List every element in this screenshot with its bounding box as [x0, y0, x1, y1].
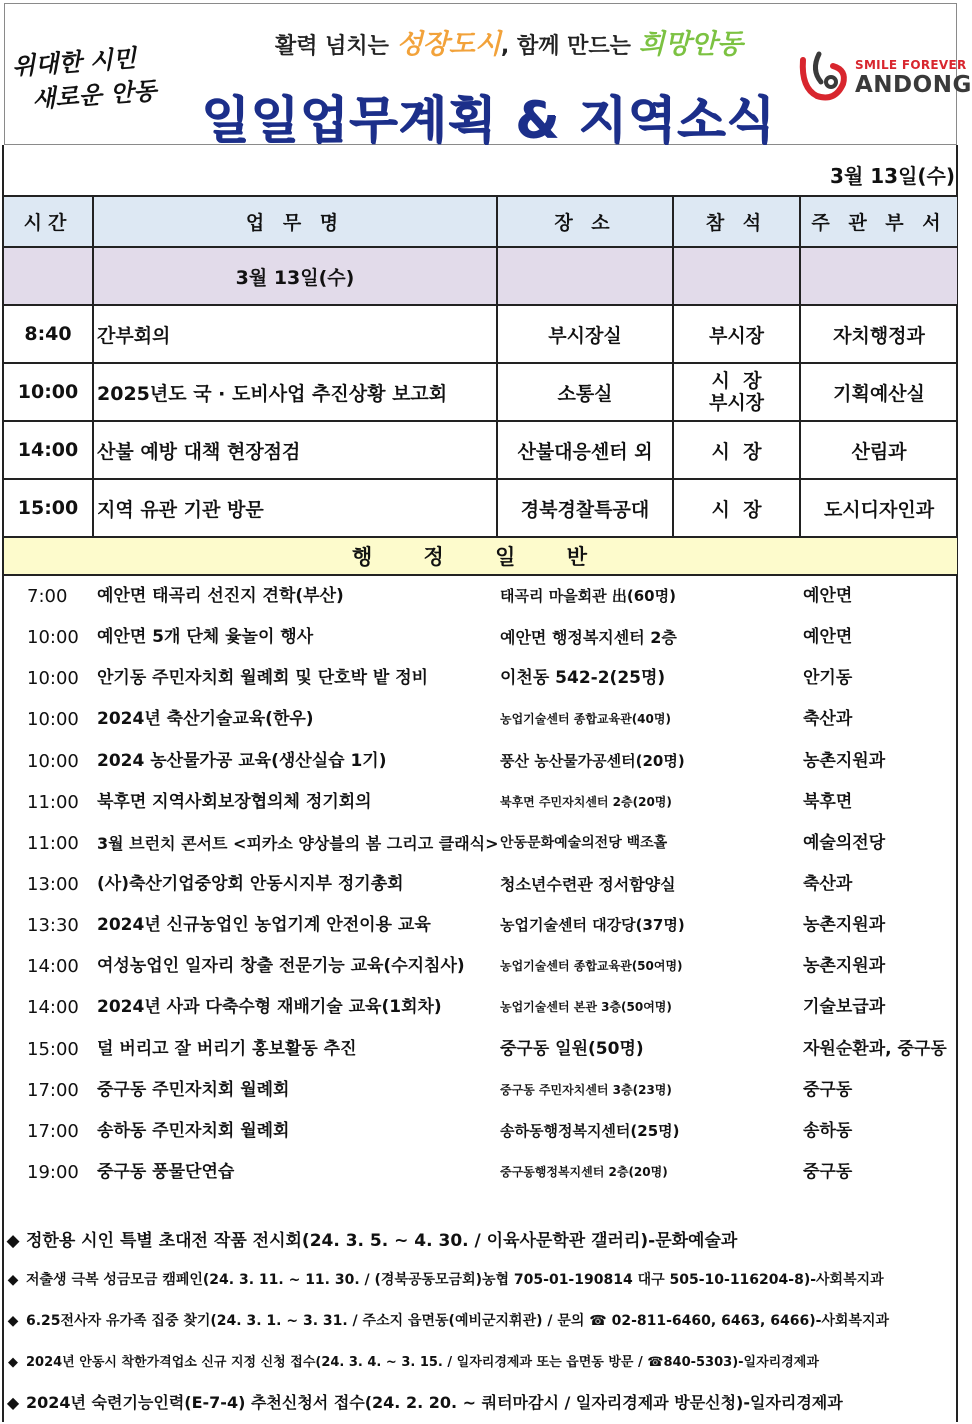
row-place: 부시장실 [498, 306, 674, 362]
list-item [0, 741, 960, 782]
item-dept: 중구동 [803, 1162, 853, 1182]
item-task: 3월 브런치 콘서트 <피카소 양상블의 봄 그리고 클래식> [97, 834, 499, 853]
item-dept: 자원순환과, 중구동 [803, 1039, 947, 1059]
item-time: 13:30 [27, 915, 79, 936]
row-attendees: 시 장 [674, 480, 801, 536]
item-time: 10:00 [27, 668, 79, 689]
item-time: 15:00 [27, 1039, 79, 1060]
item-place: 중구동 주민자치센터 3층(23명) [500, 1083, 672, 1097]
item-dept: 축산과 [803, 874, 853, 894]
row-dept: 자치행정과 [833, 324, 925, 347]
item-dept: 축산과 [803, 709, 853, 729]
item-place: 태곡리 마을회관 出(60명) [500, 587, 676, 605]
row-place: 경북경찰특공대 [498, 480, 674, 536]
diamond-bullet-icon: ◆ [6, 1393, 20, 1412]
header-place: 장 소 [498, 197, 674, 246]
item-time: 7:00 [27, 586, 68, 607]
item-task: 2024년 신규농업인 농업기계 안전이용 교육 [97, 915, 431, 935]
page-title: 일일업무계획 & 지역소식 [201, 91, 776, 149]
item-place: 농업기술센터 종합교육관(50여명) [500, 959, 683, 973]
notice-text: 6.25전사자 유가족 집중 찾기(24. 3. 1. ~ 3. 31. / 주소지 읍면동(예비군지휘관) / 문의 ☎ 02-811-6460, 6463, 6466)-사회복지과 [26, 1313, 890, 1329]
row-place: 산불대응센터 외 [498, 422, 674, 478]
logo-tagline: SMILE FOREVER [855, 58, 967, 72]
list-item [0, 823, 960, 864]
item-place: 농업기술센터 본관 3층(50여명) [500, 1000, 672, 1014]
row-time: 10:00 [4, 364, 94, 420]
row-attendees: 부시장 [674, 306, 801, 362]
item-place: 송하동행정복지센터(25명) [500, 1122, 680, 1140]
table-header-row [4, 195, 957, 246]
item-task: 중구동 풍물단연습 [97, 1162, 235, 1182]
item-time: 11:00 [27, 833, 79, 854]
item-place: 북후면 주민자치센터 2층(20명) [500, 795, 672, 809]
notice-text: 2024년 안동시 착한가격업소 신규 지정 신청 접수(24. 3. 4. ~ 3. 15. / 일자리경제과 또는 읍면동 방문 / ☎840-5303)-일자리경제과 [26, 1355, 819, 1370]
table-row [4, 362, 957, 420]
item-task: 2024 농산물가공 교육(생산실습 1기) [97, 751, 387, 771]
row-place: 소통실 [498, 364, 674, 420]
list-item [0, 864, 960, 905]
item-dept: 예안면 [803, 627, 853, 647]
notice-text: 정한용 시인 특별 초대전 작품 전시회(24. 3. 5. ~ 4. 30. / 이육사문학관 갤러리)-문화예술과 [26, 1231, 738, 1251]
item-time: 11:00 [27, 792, 79, 813]
general-admin-heading: 행 정 일 반 [4, 536, 957, 576]
attendee: 부시장 [708, 392, 765, 414]
row-task: 지역 유관 기관 방문 [94, 480, 498, 536]
list-item [0, 1152, 960, 1193]
slogan-line-1: 위대한 시민 [10, 43, 137, 81]
row-attendees [674, 364, 801, 420]
diamond-bullet-icon: ◆ [7, 1272, 19, 1288]
diamond-bullet-icon: ◆ [7, 1313, 19, 1329]
item-dept: 안기동 [803, 668, 853, 688]
item-time: 14:00 [27, 997, 79, 1018]
item-task: 2024년 축산기술교육(한우) [97, 709, 314, 729]
list-item [0, 782, 960, 823]
tagline-highlight-1: 성장도시 [396, 29, 501, 60]
item-task: (사)축산기업중앙회 안동시지부 정기총회 [97, 874, 404, 894]
item-dept: 북후면 [803, 792, 853, 812]
row-task: 산불 예방 대책 현장점검 [94, 422, 498, 478]
notice-item [6, 1390, 843, 1413]
item-place: 중구동행정복지센터 2층(20명) [500, 1165, 668, 1179]
item-task: 북후면 지역사회보장협의체 정기회의 [97, 792, 372, 812]
item-place: 농업기술센터 종합교육관(40명) [500, 712, 671, 726]
item-place: 예안면 행정복지센터 2층 [500, 628, 677, 647]
item-task: 덜 버리고 잘 버리기 홍보활동 추진 [97, 1039, 357, 1059]
notice-item [6, 1226, 737, 1251]
item-task: 예안면 5개 단체 윷놀이 행사 [97, 627, 314, 647]
item-time: 10:00 [27, 709, 79, 730]
row-task: 2025년도 국 · 도비사업 추진상황 보고회 [94, 364, 498, 420]
item-dept: 예술의전당 [803, 833, 886, 853]
item-task: 2024년 사과 다축수형 재배기술 교육(1회차) [97, 997, 442, 1017]
row-time: 15:00 [4, 480, 94, 536]
item-time: 10:00 [27, 627, 79, 648]
item-dept: 농촌지원과 [803, 751, 886, 771]
item-task: 중구동 주민자치회 월례회 [97, 1080, 290, 1100]
item-task: 예안면 태곡리 선진지 견학(부산) [97, 586, 344, 606]
item-place: 안동문화예술의전당 백조홀 [500, 835, 668, 851]
logo-wordmark: ANDONG [855, 72, 972, 98]
attendee: 시 장 [711, 370, 762, 392]
item-time: 17:00 [27, 1080, 79, 1101]
list-item [0, 658, 960, 699]
notice-item [6, 1351, 819, 1370]
item-place: 풍산 농산물가공센터(20명) [500, 752, 685, 770]
tagline-highlight-2: 희망안동 [638, 29, 743, 60]
item-place: 청소년수련관 정서함양실 [500, 875, 676, 894]
row-attendees: 시 장 [674, 422, 801, 478]
table-row [4, 304, 957, 362]
notice-item [6, 1310, 889, 1330]
diamond-bullet-icon: ◆ [6, 1231, 20, 1251]
item-time: 19:00 [27, 1162, 79, 1183]
table-date-row [4, 246, 957, 304]
list-item [0, 946, 960, 987]
row-dept: 산림과 [851, 440, 907, 463]
item-time: 17:00 [27, 1121, 79, 1142]
list-item [0, 617, 960, 658]
row-time: 14:00 [4, 422, 94, 478]
item-task: 여성농업인 일자리 창출 전문기능 교육(수지침사) [97, 956, 465, 976]
item-dept: 송하동 [803, 1121, 853, 1141]
row-task: 간부회의 [94, 306, 498, 362]
item-task: 안기동 주민자치회 월례회 및 단호박 밭 정비 [97, 668, 429, 688]
item-time: 13:00 [27, 874, 79, 895]
row-dept: 도시디자인과 [823, 498, 935, 521]
page-header [4, 3, 972, 149]
city-slogan [11, 38, 180, 117]
list-item [0, 1070, 960, 1111]
list-item [0, 905, 960, 946]
item-time: 10:00 [27, 751, 79, 772]
tagline [275, 22, 743, 61]
item-time: 14:00 [27, 956, 79, 977]
header-attendees: 참 석 [674, 197, 801, 246]
andong-logo-icon [795, 48, 849, 106]
header-task: 업 무 명 [94, 197, 498, 246]
item-dept: 예안면 [803, 586, 853, 606]
list-item [0, 1111, 960, 1152]
item-dept: 농촌지원과 [803, 915, 886, 935]
list-item [0, 1029, 960, 1070]
item-place: 농업기술센터 대강당(37명) [500, 916, 685, 934]
table-row [4, 478, 957, 536]
item-dept: 기술보급과 [803, 997, 886, 1017]
header-dept: 주 관 부 서 [811, 212, 947, 234]
notice-item [6, 1269, 884, 1289]
header-time: 시간 [4, 197, 94, 246]
notice-text: 2024년 숙련기능인력(E-7-4) 추천신청서 접수(24. 2. 20. ~ 쿼터마감시 / 일자리경제과 방문신청)-일자리경제과 [26, 1393, 843, 1412]
diamond-bullet-icon: ◆ [8, 1355, 18, 1370]
list-item [0, 699, 960, 740]
slogan-line-2: 새로운 안동 [31, 75, 158, 114]
item-dept: 농촌지원과 [803, 956, 886, 976]
notice-text: 저출생 극복 성금모금 캠페인(24. 3. 11. ~ 11. 30. / (경북공동모금회)농협 705-01-190814 대구 505-10-116204-8)-사회복지과 [26, 1272, 884, 1288]
list-item [0, 987, 960, 1028]
list-item [0, 576, 960, 617]
item-place: 이천동 542-2(25명) [500, 668, 666, 688]
andong-logo [795, 48, 972, 108]
tagline-mid: , 함께 만드는 [500, 34, 639, 59]
item-place: 중구동 일원(50명) [500, 1039, 644, 1059]
item-dept: 중구동 [803, 1080, 853, 1100]
row-dept: 기획예산실 [833, 382, 925, 405]
date-row-label: 3월 13일(수) [94, 248, 498, 304]
document-date: 3월 13일(수) [830, 164, 955, 188]
row-time: 8:40 [4, 306, 94, 362]
table-row [4, 420, 957, 478]
tagline-pre: 활력 넘치는 [275, 34, 397, 59]
item-task: 송하동 주민자치회 월례회 [97, 1121, 290, 1141]
